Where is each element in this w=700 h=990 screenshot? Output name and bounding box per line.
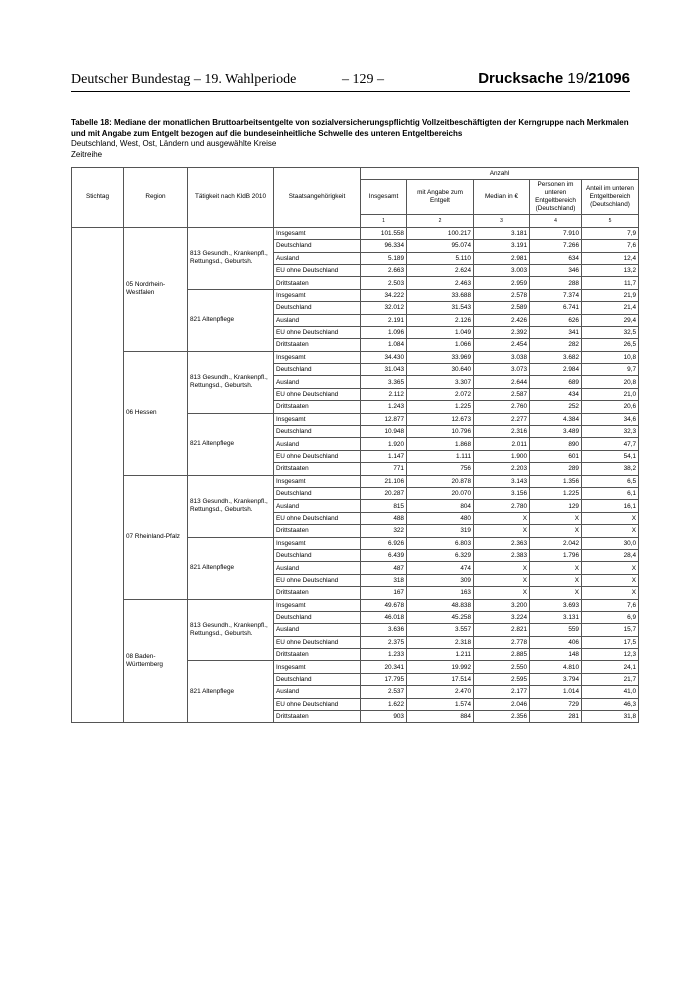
staatsangehoerigkeit-cell: EU ohne Deutschland <box>274 388 361 400</box>
value-cell: 12,3 <box>582 649 639 661</box>
col-num-5: 5 <box>582 215 639 227</box>
value-cell: X <box>474 562 530 574</box>
table-subtitle: Deutschland, West, Ost, Ländern und ausgewählte Kreise <box>71 139 277 148</box>
table-row <box>72 227 639 239</box>
value-cell: 1.356 <box>530 475 582 487</box>
value-cell: 20.287 <box>361 487 407 499</box>
value-cell: X <box>530 574 582 586</box>
value-cell: 1.211 <box>407 649 474 661</box>
value-cell: 3.191 <box>474 240 530 252</box>
value-cell: 31,8 <box>582 711 639 723</box>
value-cell: X <box>530 587 582 599</box>
value-cell: 32,5 <box>582 326 639 338</box>
value-cell: 2.821 <box>474 624 530 636</box>
value-cell: 318 <box>361 574 407 586</box>
staatsangehoerigkeit-cell: Insgesamt <box>274 537 361 549</box>
value-cell: X <box>474 574 530 586</box>
value-cell: 2.981 <box>474 252 530 264</box>
value-cell: 2.589 <box>474 302 530 314</box>
value-cell: 96.334 <box>361 240 407 252</box>
col-num-3: 3 <box>474 215 530 227</box>
staatsangehoerigkeit-cell: Insgesamt <box>274 599 361 611</box>
value-cell: 1.868 <box>407 438 474 450</box>
value-cell: 2.203 <box>474 463 530 475</box>
value-cell: 38,2 <box>582 463 639 475</box>
value-cell: 2.463 <box>407 277 474 289</box>
value-cell: 6,1 <box>582 487 639 499</box>
value-cell: 2.316 <box>474 426 530 438</box>
value-cell: 100.217 <box>407 227 474 239</box>
value-cell: 2.112 <box>361 388 407 400</box>
col-mit-angabe: mit Angabe zum Entgelt <box>407 180 474 215</box>
value-cell: X <box>474 587 530 599</box>
staatsangehoerigkeit-cell: Deutschland <box>274 240 361 252</box>
staatsangehoerigkeit-cell: Drittstaaten <box>274 649 361 661</box>
staatsangehoerigkeit-cell: Insgesamt <box>274 413 361 425</box>
value-cell: 12,4 <box>582 252 639 264</box>
value-cell: 6.329 <box>407 549 474 561</box>
value-cell: 7,9 <box>582 227 639 239</box>
value-cell: 10,8 <box>582 351 639 363</box>
staatsangehoerigkeit-cell: Drittstaaten <box>274 711 361 723</box>
taetigkeit-cell: 821 Altenpflege <box>188 289 274 351</box>
value-cell: 148 <box>530 649 582 661</box>
value-cell: 41,0 <box>582 686 639 698</box>
value-cell: 46,3 <box>582 698 639 710</box>
value-cell: 815 <box>361 500 407 512</box>
value-cell: 2.587 <box>474 388 530 400</box>
value-cell: 13,2 <box>582 264 639 276</box>
value-cell: 601 <box>530 450 582 462</box>
value-cell: 11,7 <box>582 277 639 289</box>
value-cell: 2.454 <box>474 339 530 351</box>
value-cell: 1.084 <box>361 339 407 351</box>
value-cell: 3.224 <box>474 611 530 623</box>
value-cell: 5.189 <box>361 252 407 264</box>
value-cell: 488 <box>361 512 407 524</box>
value-cell: 341 <box>530 326 582 338</box>
value-cell: 3.489 <box>530 426 582 438</box>
value-cell: 46.018 <box>361 611 407 623</box>
value-cell: 2.426 <box>474 314 530 326</box>
value-cell: 3.307 <box>407 376 474 388</box>
staatsangehoerigkeit-cell: Insgesamt <box>274 227 361 239</box>
value-cell: X <box>582 574 639 586</box>
value-cell: 19.992 <box>407 661 474 673</box>
taetigkeit-cell: 821 Altenpflege <box>188 413 274 475</box>
value-cell: 21,4 <box>582 302 639 314</box>
value-cell: 9,7 <box>582 364 639 376</box>
value-cell: 3.181 <box>474 227 530 239</box>
value-cell: 434 <box>530 388 582 400</box>
staatsangehoerigkeit-cell: Ausland <box>274 252 361 264</box>
value-cell: 2.624 <box>407 264 474 276</box>
col-personen: Personen im unteren Entgeltbereich (Deutschland) <box>530 180 582 215</box>
value-cell: 319 <box>407 525 474 537</box>
value-cell: 3.636 <box>361 624 407 636</box>
value-cell: 6.439 <box>361 549 407 561</box>
value-cell: X <box>474 525 530 537</box>
value-cell: 12.673 <box>407 413 474 425</box>
value-cell: 1.049 <box>407 326 474 338</box>
value-cell: 2.537 <box>361 686 407 698</box>
value-cell: 2.126 <box>407 314 474 326</box>
value-cell: 3.365 <box>361 376 407 388</box>
value-cell: 95.074 <box>407 240 474 252</box>
value-cell: 20.341 <box>361 661 407 673</box>
staatsangehoerigkeit-cell: EU ohne Deutschland <box>274 512 361 524</box>
value-cell: 2.470 <box>407 686 474 698</box>
staatsangehoerigkeit-cell: Drittstaaten <box>274 339 361 351</box>
taetigkeit-cell: 821 Altenpflege <box>188 661 274 723</box>
value-cell: 2.595 <box>474 673 530 685</box>
value-cell: 771 <box>361 463 407 475</box>
value-cell: 487 <box>361 562 407 574</box>
value-cell: 45.258 <box>407 611 474 623</box>
staatsangehoerigkeit-cell: Ausland <box>274 624 361 636</box>
value-cell: 406 <box>530 636 582 648</box>
staatsangehoerigkeit-cell: Deutschland <box>274 611 361 623</box>
value-cell: 48.838 <box>407 599 474 611</box>
staatsangehoerigkeit-cell: Ausland <box>274 438 361 450</box>
value-cell: 17.514 <box>407 673 474 685</box>
staatsangehoerigkeit-cell: Deutschland <box>274 426 361 438</box>
value-cell: 1.243 <box>361 401 407 413</box>
staatsangehoerigkeit-cell: Deutschland <box>274 487 361 499</box>
value-cell: 2.177 <box>474 686 530 698</box>
value-cell: 10.796 <box>407 426 474 438</box>
value-cell: 1.920 <box>361 438 407 450</box>
staatsangehoerigkeit-cell: Drittstaaten <box>274 525 361 537</box>
staatsangehoerigkeit-cell: Ausland <box>274 686 361 698</box>
value-cell: 7,6 <box>582 240 639 252</box>
value-cell: 1.066 <box>407 339 474 351</box>
value-cell: X <box>530 562 582 574</box>
col-num-4: 4 <box>530 215 582 227</box>
value-cell: 634 <box>530 252 582 264</box>
staatsangehoerigkeit-cell: Deutschland <box>274 302 361 314</box>
value-cell: 29,4 <box>582 314 639 326</box>
value-cell: 26,5 <box>582 339 639 351</box>
value-cell: 101.558 <box>361 227 407 239</box>
drucksache-period: 19/ <box>567 70 589 87</box>
value-cell: 6.741 <box>530 302 582 314</box>
value-cell: 2.984 <box>530 364 582 376</box>
value-cell: 12.877 <box>361 413 407 425</box>
staatsangehoerigkeit-cell: Drittstaaten <box>274 277 361 289</box>
value-cell: 7.910 <box>530 227 582 239</box>
value-cell: 7,6 <box>582 599 639 611</box>
value-cell: 1.225 <box>407 401 474 413</box>
value-cell: 1.622 <box>361 698 407 710</box>
table-row <box>72 475 639 487</box>
value-cell: 2.503 <box>361 277 407 289</box>
value-cell: 1.096 <box>361 326 407 338</box>
value-cell: 4.810 <box>530 661 582 673</box>
value-cell: 28,4 <box>582 549 639 561</box>
staatsangehoerigkeit-cell: EU ohne Deutschland <box>274 698 361 710</box>
value-cell: 3.794 <box>530 673 582 685</box>
value-cell: 1.900 <box>474 450 530 462</box>
value-cell: 2.375 <box>361 636 407 648</box>
staatsangehoerigkeit-cell: Drittstaaten <box>274 401 361 413</box>
value-cell: 31.543 <box>407 302 474 314</box>
drucksache-label: Drucksache <box>478 70 564 87</box>
value-cell: 2.780 <box>474 500 530 512</box>
value-cell: 3.693 <box>530 599 582 611</box>
value-cell: 1.796 <box>530 549 582 561</box>
value-cell: 3.003 <box>474 264 530 276</box>
value-cell: X <box>582 525 639 537</box>
value-cell: 2.644 <box>474 376 530 388</box>
value-cell: 30,0 <box>582 537 639 549</box>
table-caption <box>71 118 631 160</box>
value-cell: 626 <box>530 314 582 326</box>
value-cell: 6,5 <box>582 475 639 487</box>
value-cell: 804 <box>407 500 474 512</box>
value-cell: 2.042 <box>530 537 582 549</box>
value-cell: 20.878 <box>407 475 474 487</box>
value-cell: 281 <box>530 711 582 723</box>
value-cell: 288 <box>530 277 582 289</box>
value-cell: 7.374 <box>530 289 582 301</box>
value-cell: 2.550 <box>474 661 530 673</box>
staatsangehoerigkeit-cell: EU ohne Deutschland <box>274 574 361 586</box>
value-cell: 289 <box>530 463 582 475</box>
taetigkeit-cell: 813 Gesundh., Krankenpfl., Rettungsd., Geburtsh. <box>188 351 274 413</box>
value-cell: 3.038 <box>474 351 530 363</box>
table-row <box>72 351 639 363</box>
value-cell: 1.147 <box>361 450 407 462</box>
value-cell: 10.948 <box>361 426 407 438</box>
value-cell: 6,9 <box>582 611 639 623</box>
page-number: – 129 – <box>342 72 384 87</box>
col-taetigkeit: Tätigkeit nach KldB 2010 <box>188 168 274 228</box>
col-stichtag: Stichtag <box>72 168 124 228</box>
staatsangehoerigkeit-cell: Deutschland <box>274 549 361 561</box>
value-cell: 2.392 <box>474 326 530 338</box>
value-cell: 33.969 <box>407 351 474 363</box>
value-cell: 480 <box>407 512 474 524</box>
col-staatsangehoerigkeit: Staatsangehörigkeit <box>274 168 361 228</box>
col-insgesamt: Insgesamt <box>361 180 407 215</box>
value-cell: 2.778 <box>474 636 530 648</box>
value-cell: 167 <box>361 587 407 599</box>
value-cell: 129 <box>530 500 582 512</box>
value-cell: 21,9 <box>582 289 639 301</box>
value-cell: 6.803 <box>407 537 474 549</box>
value-cell: 252 <box>530 401 582 413</box>
value-cell: 3.131 <box>530 611 582 623</box>
value-cell: 31.043 <box>361 364 407 376</box>
document-number <box>478 70 630 87</box>
value-cell: 2.277 <box>474 413 530 425</box>
value-cell: 32.012 <box>361 302 407 314</box>
value-cell: 3.073 <box>474 364 530 376</box>
value-cell: 2.578 <box>474 289 530 301</box>
taetigkeit-cell: 821 Altenpflege <box>188 537 274 599</box>
value-cell: 4.384 <box>530 413 582 425</box>
value-cell: 903 <box>361 711 407 723</box>
value-cell: 30.640 <box>407 364 474 376</box>
taetigkeit-cell: 813 Gesundh., Krankenpfl., Rettungsd., Geburtsh. <box>188 475 274 537</box>
value-cell: 21,7 <box>582 673 639 685</box>
value-cell: 34,6 <box>582 413 639 425</box>
staatsangehoerigkeit-cell: Insgesamt <box>274 661 361 673</box>
value-cell: 689 <box>530 376 582 388</box>
header-rule <box>71 91 630 92</box>
value-cell: 24,1 <box>582 661 639 673</box>
taetigkeit-cell: 813 Gesundh., Krankenpfl., Rettungsd., Geburtsh. <box>188 599 274 661</box>
stichtag-cell <box>72 227 124 723</box>
staatsangehoerigkeit-cell: EU ohne Deutschland <box>274 636 361 648</box>
value-cell: 20,6 <box>582 401 639 413</box>
value-cell: X <box>582 587 639 599</box>
value-cell: 1.233 <box>361 649 407 661</box>
value-cell: 2.363 <box>474 537 530 549</box>
value-cell: 3.682 <box>530 351 582 363</box>
page-header <box>71 70 630 92</box>
value-cell: 2.191 <box>361 314 407 326</box>
staatsangehoerigkeit-cell: Drittstaaten <box>274 587 361 599</box>
value-cell: 2.072 <box>407 388 474 400</box>
value-cell: 32,3 <box>582 426 639 438</box>
value-cell: 756 <box>407 463 474 475</box>
value-cell: 3.143 <box>474 475 530 487</box>
value-cell: 54,1 <box>582 450 639 462</box>
value-cell: 346 <box>530 264 582 276</box>
value-cell: 49.678 <box>361 599 407 611</box>
value-cell: 2.318 <box>407 636 474 648</box>
region-cell: 06 Hessen <box>124 351 188 475</box>
staatsangehoerigkeit-cell: EU ohne Deutschland <box>274 326 361 338</box>
staatsangehoerigkeit-cell: EU ohne Deutschland <box>274 450 361 462</box>
staatsangehoerigkeit-cell: Insgesamt <box>274 289 361 301</box>
value-cell: 559 <box>530 624 582 636</box>
col-median: Median in € <box>474 180 530 215</box>
region-cell: 08 Baden-Württemberg <box>124 599 188 723</box>
value-cell: 33.688 <box>407 289 474 301</box>
value-cell: 3.200 <box>474 599 530 611</box>
value-cell: 1.014 <box>530 686 582 698</box>
staatsangehoerigkeit-cell: Insgesamt <box>274 475 361 487</box>
staatsangehoerigkeit-cell: Ausland <box>274 562 361 574</box>
staatsangehoerigkeit-cell: Insgesamt <box>274 351 361 363</box>
col-anzahl: Anzahl <box>361 168 639 180</box>
staatsangehoerigkeit-cell: Deutschland <box>274 673 361 685</box>
value-cell: 47,7 <box>582 438 639 450</box>
region-cell: 07 Rheinland-Pfalz <box>124 475 188 599</box>
table-row <box>72 599 639 611</box>
value-cell: 1.574 <box>407 698 474 710</box>
value-cell: 2.383 <box>474 549 530 561</box>
value-cell: 3.557 <box>407 624 474 636</box>
staatsangehoerigkeit-cell: EU ohne Deutschland <box>274 264 361 276</box>
staatsangehoerigkeit-cell: Drittstaaten <box>274 463 361 475</box>
table-series-label: Zeitreihe <box>71 149 103 159</box>
col-anteil: Anteil im unteren Entgeltbereich (Deutschland) <box>582 180 639 215</box>
value-cell: 7.266 <box>530 240 582 252</box>
table-body <box>72 227 639 723</box>
value-cell: 34.222 <box>361 289 407 301</box>
value-cell: 20.070 <box>407 487 474 499</box>
staatsangehoerigkeit-cell: Ausland <box>274 314 361 326</box>
col-region: Region <box>124 168 188 228</box>
value-cell: 17,5 <box>582 636 639 648</box>
value-cell: 884 <box>407 711 474 723</box>
value-cell: X <box>582 562 639 574</box>
region-cell: 05 Nordrhein-Westfalen <box>124 227 188 351</box>
staatsangehoerigkeit-cell: Ausland <box>274 376 361 388</box>
value-cell: 890 <box>530 438 582 450</box>
publication-title: Deutscher Bundestag – 19. Wahlperiode <box>71 72 297 87</box>
value-cell: 309 <box>407 574 474 586</box>
value-cell: 21,0 <box>582 388 639 400</box>
value-cell: 2.046 <box>474 698 530 710</box>
value-cell: 2.663 <box>361 264 407 276</box>
value-cell: 2.011 <box>474 438 530 450</box>
col-num-1: 1 <box>361 215 407 227</box>
value-cell: 1.111 <box>407 450 474 462</box>
value-cell: 34.430 <box>361 351 407 363</box>
drucksache-id: 21096 <box>588 70 630 87</box>
value-cell: 322 <box>361 525 407 537</box>
value-cell: 20,8 <box>582 376 639 388</box>
value-cell: 2.760 <box>474 401 530 413</box>
data-table <box>71 167 639 723</box>
value-cell: X <box>530 512 582 524</box>
table-title: Tabelle 18: Mediane der monatlichen Bruttoarbeitsentgelte von sozialversicherungspflichtig Vollzeitbeschäftigten der Kerngruppe nach Merkmalen und mit Angabe zum Entgelt bezogen auf die bundeseinheitliche Schwelle des unteren Entgeltbereichs <box>71 118 629 138</box>
value-cell: 5.110 <box>407 252 474 264</box>
value-cell: 17.795 <box>361 673 407 685</box>
value-cell: X <box>582 512 639 524</box>
value-cell: 2.885 <box>474 649 530 661</box>
value-cell: 2.356 <box>474 711 530 723</box>
value-cell: X <box>474 512 530 524</box>
value-cell: X <box>530 525 582 537</box>
taetigkeit-cell: 813 Gesundh., Krankenpfl., Rettungsd., Geburtsh. <box>188 227 274 289</box>
value-cell: 3.156 <box>474 487 530 499</box>
value-cell: 6.926 <box>361 537 407 549</box>
value-cell: 2.959 <box>474 277 530 289</box>
value-cell: 474 <box>407 562 474 574</box>
staatsangehoerigkeit-cell: Deutschland <box>274 364 361 376</box>
value-cell: 15,7 <box>582 624 639 636</box>
value-cell: 16,1 <box>582 500 639 512</box>
value-cell: 729 <box>530 698 582 710</box>
value-cell: 21.106 <box>361 475 407 487</box>
value-cell: 1.225 <box>530 487 582 499</box>
staatsangehoerigkeit-cell: Ausland <box>274 500 361 512</box>
col-num-2: 2 <box>407 215 474 227</box>
value-cell: 282 <box>530 339 582 351</box>
value-cell: 163 <box>407 587 474 599</box>
